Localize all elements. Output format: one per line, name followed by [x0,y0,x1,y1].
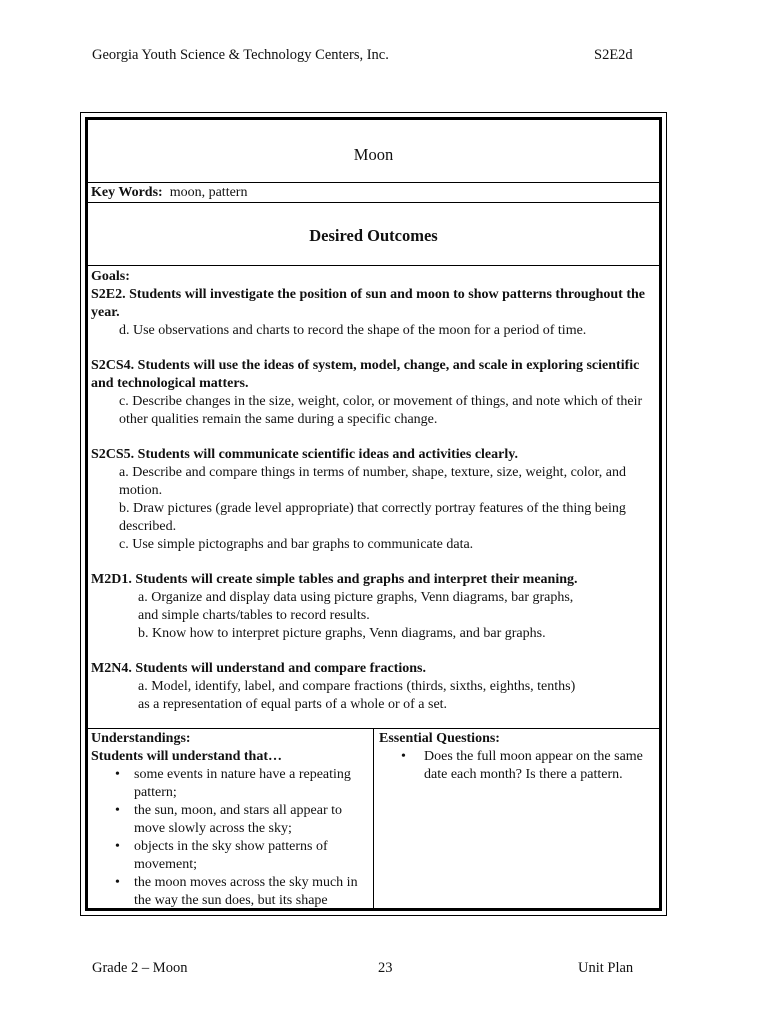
goal-s2e2-d: d. Use observations and charts to record the shape of the moon for a period of time. [119,323,587,338]
list-item: • Does the full moon appear on the same date each month? Is there a pattern. [401,749,643,782]
goal-m2d1-a-line2: and simple charts/tables to record results. [138,608,370,623]
understandings-subheading: Students will understand that… [91,749,282,764]
list-item: • the moon moves across the sky much in the way the sun does, but its shape [115,875,358,908]
goal-s2cs5-a: a. Describe and compare things in terms of number, shape, texture, size, weight, color, and motion. [119,465,626,498]
unit-plan-table [80,112,667,916]
footer-page-number: 23 [378,960,393,976]
key-words-label: Key Words: [91,185,163,200]
desired-outcomes-heading: Desired Outcomes [309,226,438,245]
bullet-icon: • [115,803,120,818]
key-words-row [88,183,659,203]
key-words-value: moon, pattern [169,185,248,200]
goal-s2cs5-b: b. Draw pictures (grade level appropriate) that correctly portray features of the thing being described. [119,501,626,534]
goal-m2d1-heading: M2D1. Students will create simple tables and graphs and interpret their meaning. [91,572,578,587]
list-item: • the sun, moon, and stars all appear to move slowly across the sky; [115,803,343,836]
header-org: Georgia Youth Science & Technology Centers, Inc. [92,47,389,63]
understandings-label: Understandings: [91,731,191,746]
goal-m2n4-heading: M2N4. Students will understand and compare fractions. [91,661,426,676]
goals-label: Goals: [91,269,130,284]
bullet-icon: • [115,767,120,782]
footer-unit-plan: Unit Plan [578,960,634,976]
goal-s2cs4-c: c. Describe changes in the size, weight, color, or movement of things, and note which of their other qualities remain the same during a specific change. [119,394,643,427]
title-row [88,120,659,183]
bullet-icon: • [115,875,120,890]
goal-s2e2-heading: S2E2. Students will investigate the position of sun and moon to show patterns throughout the year. [91,287,645,320]
list-item: • some events in nature have a repeating pattern; [115,767,351,800]
goal-s2cs4-heading: S2CS4. Students will use the ideas of system, model, change, and scale in exploring scientific and technological matters. [91,358,640,391]
goal-s2cs5-c: c. Use simple pictographs and bar graphs to communicate data. [119,537,474,552]
understandings-column [88,729,374,911]
bullet-icon: • [401,749,406,764]
essential-questions-label: Essential Questions: [379,731,500,746]
essential-questions-column [374,729,659,911]
goal-m2n4-a-line1: a. Model, identify, label, and compare fractions (thirds, sixths, eighths, tenths) [138,679,576,694]
bullet-icon: • [115,839,120,854]
goal-m2d1-b: b. Know how to interpret picture graphs, Venn diagrams, and bar graphs. [138,626,546,641]
page-title: Moon [353,145,394,164]
footer-grade: Grade 2 – Moon [92,960,188,976]
goals-section [88,266,659,729]
list-item: • objects in the sky show patterns of movement; [115,839,328,872]
goal-m2n4-a-line2: as a representation of equal parts of a whole or of a set. [138,697,448,712]
header-code: S2E2d [594,47,633,63]
goal-m2d1-a-line1: a. Organize and display data using picture graphs, Venn diagrams, bar graphs, [138,590,574,605]
understandings-questions-row [88,729,659,911]
goal-s2cs5-heading: S2CS5. Students will communicate scientific ideas and activities clearly. [91,447,518,462]
desired-outcomes-row [88,203,659,266]
